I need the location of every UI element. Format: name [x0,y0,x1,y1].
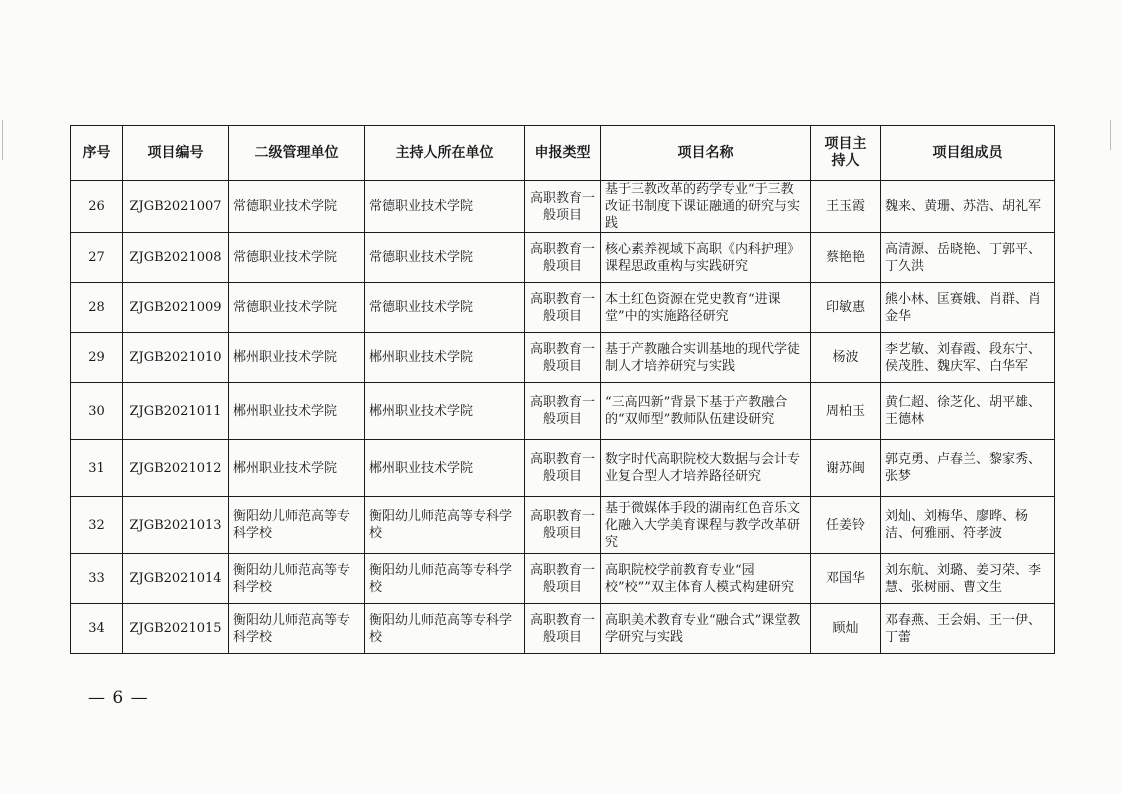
table-row [71,440,1055,497]
cell-code: ZJGB2021015 [123,604,229,654]
cell-host: 周柏玉 [811,383,881,440]
table-row [71,497,1055,554]
header-unit2: 二级管理单位 [229,126,365,181]
header-name: 项目名称 [601,126,811,181]
cell-members: 刘灿、刘梅华、廖晔、杨洁、何雅丽、符孝波 [881,497,1055,554]
cell-name: 高职美术教育专业“融合式”课堂教学研究与实践 [601,604,811,654]
cell-code: ZJGB2021009 [123,283,229,333]
cell-name: 本土红色资源在党史教育“进课堂”中的实施路径研究 [601,283,811,333]
cell-code: ZJGB2021013 [123,497,229,554]
cell-unit2: 常德职业技术学院 [229,283,365,333]
header-seq: 序号 [71,126,123,181]
table-row [71,181,1055,233]
cell-seq: 30 [71,383,123,440]
cell-unit2: 衡阳幼儿师范高等专科学校 [229,554,365,604]
table-row [71,283,1055,333]
cell-host-unit: 常德职业技术学院 [365,181,525,233]
project-list-table [70,125,1055,654]
cell-type: 高职教育一般项目 [525,181,601,233]
cell-seq: 27 [71,233,123,283]
cell-name: 高职院校学前教育专业“园校”校””双主体育人模式构建研究 [601,554,811,604]
cell-code: ZJGB2021008 [123,233,229,283]
cell-name: “三高四新”背景下基于产教融合的“双师型”教师队伍建设研究 [601,383,811,440]
cell-type: 高职教育一般项目 [525,283,601,333]
cell-members: 高清源、岳晓艳、丁郭平、丁久洪 [881,233,1055,283]
cell-seq: 28 [71,283,123,333]
cell-unit2: 常德职业技术学院 [229,233,365,283]
header-host: 项目主持人 [811,126,881,181]
cell-unit2: 常德职业技术学院 [229,181,365,233]
cell-host-unit: 衡阳幼儿师范高等专科学校 [365,497,525,554]
cell-type: 高职教育一般项目 [525,333,601,383]
scan-edge-mark [2,120,3,160]
header-host-unit: 主持人所在单位 [365,126,525,181]
table-header-row [71,126,1055,181]
cell-code: ZJGB2021010 [123,333,229,383]
table-row [71,233,1055,283]
cell-host: 蔡艳艳 [811,233,881,283]
cell-host-unit: 郴州职业技术学院 [365,383,525,440]
cell-code: ZJGB2021007 [123,181,229,233]
cell-members: 邓春燕、王会娟、王一伊、丁蕾 [881,604,1055,654]
header-members: 项目组成员 [881,126,1055,181]
cell-host: 王玉霞 [811,181,881,233]
cell-name: 基于三教改革的药学专业“于三教改证书制度下课证融通的研究与实践 [601,181,811,233]
table-body [71,181,1055,654]
cell-seq: 26 [71,181,123,233]
cell-host: 杨波 [811,333,881,383]
project-list-table-container [70,125,1055,654]
cell-seq: 32 [71,497,123,554]
cell-host-unit: 郴州职业技术学院 [365,333,525,383]
cell-members: 熊小林、匡赛娥、肖群、肖金华 [881,283,1055,333]
table-row [71,554,1055,604]
cell-members: 黄仁超、徐芝化、胡平雄、王德林 [881,383,1055,440]
cell-host: 谢苏闽 [811,440,881,497]
cell-code: ZJGB2021012 [123,440,229,497]
page-number: — 6 — [88,688,149,708]
table-row [71,333,1055,383]
cell-members: 郭克勇、卢春兰、黎家秀、张梦 [881,440,1055,497]
cell-host: 邓国华 [811,554,881,604]
cell-type: 高职教育一般项目 [525,604,601,654]
cell-seq: 31 [71,440,123,497]
cell-unit2: 郴州职业技术学院 [229,333,365,383]
cell-host-unit: 衡阳幼儿师范高等专科学校 [365,554,525,604]
cell-unit2: 郴州职业技术学院 [229,383,365,440]
cell-name: 数字时代高职院校大数据与会计专业复合型人才培养路径研究 [601,440,811,497]
cell-code: ZJGB2021014 [123,554,229,604]
table-row [71,383,1055,440]
cell-members: 李艺敏、刘春霞、段东宁、侯茂胜、魏庆军、白华军 [881,333,1055,383]
cell-type: 高职教育一般项目 [525,383,601,440]
cell-seq: 33 [71,554,123,604]
cell-host: 印敏惠 [811,283,881,333]
header-type: 申报类型 [525,126,601,181]
cell-seq: 34 [71,604,123,654]
cell-name: 基于微媒体手段的湖南红色音乐文化融入大学美育课程与教学改革研究 [601,497,811,554]
cell-name: 核心素养视域下高职《内科护理》课程思政重构与实践研究 [601,233,811,283]
cell-host: 任姜铃 [811,497,881,554]
cell-members: 刘东航、刘璐、姜习荣、李慧、张树丽、曹文生 [881,554,1055,604]
cell-seq: 29 [71,333,123,383]
cell-unit2: 衡阳幼儿师范高等专科学校 [229,604,365,654]
cell-code: ZJGB2021011 [123,383,229,440]
cell-type: 高职教育一般项目 [525,497,601,554]
header-code: 项目编号 [123,126,229,181]
table-row [71,604,1055,654]
cell-host-unit: 常德职业技术学院 [365,283,525,333]
cell-host: 顾灿 [811,604,881,654]
cell-type: 高职教育一般项目 [525,440,601,497]
cell-name: 基于产教融合实训基地的现代学徒制人才培养研究与实践 [601,333,811,383]
cell-host-unit: 郴州职业技术学院 [365,440,525,497]
cell-type: 高职教育一般项目 [525,554,601,604]
cell-type: 高职教育一般项目 [525,233,601,283]
cell-host-unit: 衡阳幼儿师范高等专科学校 [365,604,525,654]
cell-host-unit: 常德职业技术学院 [365,233,525,283]
cell-unit2: 衡阳幼儿师范高等专科学校 [229,497,365,554]
cell-members: 魏来、黄珊、苏浩、胡礼军 [881,181,1055,233]
scan-edge-mark [1110,120,1111,150]
cell-unit2: 郴州职业技术学院 [229,440,365,497]
